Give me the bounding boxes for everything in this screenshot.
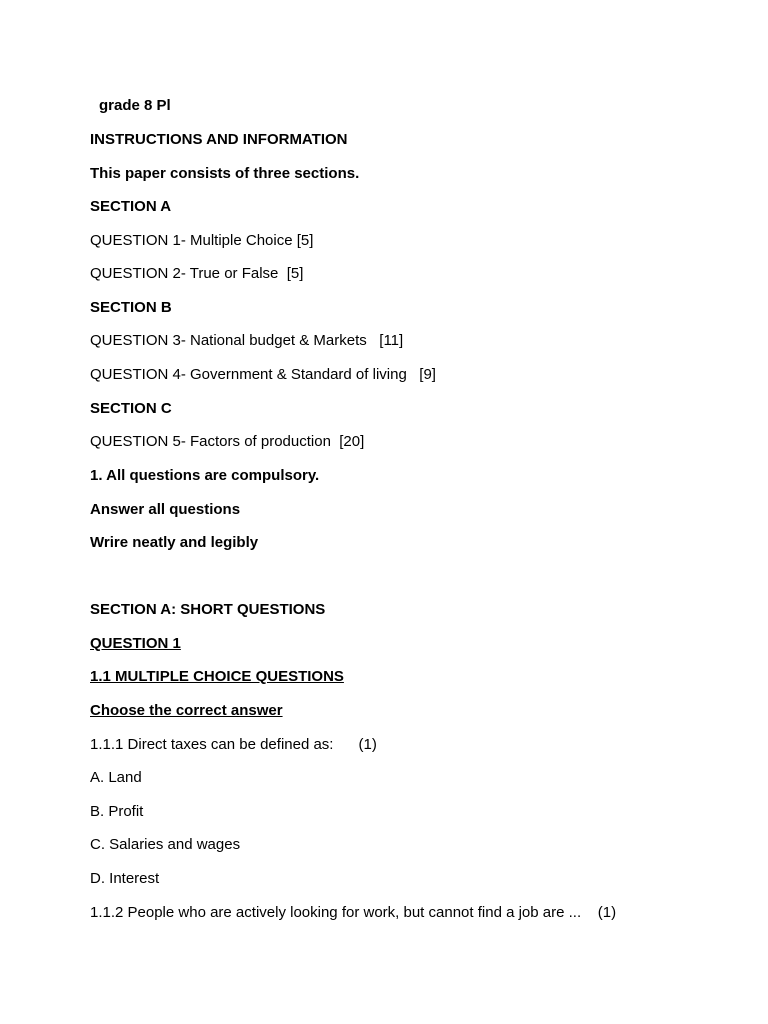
rule-neatly: Wrire neatly and legibly: [90, 534, 259, 551]
rule-compulsory: 1. All questions are compulsory.: [90, 467, 320, 484]
multiple-choice-subheading: 1.1 MULTIPLE CHOICE QUESTIONS: [90, 668, 344, 685]
option-b: B. Profit: [90, 803, 144, 820]
rule-answer-all: Answer all questions: [90, 501, 241, 518]
section-a-short-questions-heading: SECTION A: SHORT QUESTIONS: [90, 601, 326, 618]
question-5-summary: QUESTION 5- Factors of production [20]: [90, 433, 365, 450]
question-1-summary: QUESTION 1- Multiple Choice [5]: [90, 232, 314, 249]
section-b-heading: SECTION B: [90, 299, 172, 316]
section-c-heading: SECTION C: [90, 400, 172, 417]
question-1-1-2: 1.1.2 People who are actively looking for work, but cannot find a job are ... (1): [90, 904, 617, 921]
instructions-heading: INSTRUCTIONS AND INFORMATION: [90, 131, 348, 148]
question-2-summary: QUESTION 2- True or False [5]: [90, 265, 304, 282]
option-a: A. Land: [90, 769, 142, 786]
question-4-summary: QUESTION 4- Government & Standard of living [9]: [90, 366, 436, 383]
sections-intro: This paper consists of three sections.: [90, 165, 360, 182]
choose-answer-instruction: Choose the correct answer: [90, 702, 283, 719]
section-a-heading: SECTION A: [90, 198, 172, 215]
question-3-summary: QUESTION 3- National budget & Markets [11]: [90, 332, 404, 349]
document-title: grade 8 Pl: [99, 97, 171, 114]
option-c: C. Salaries and wages: [90, 836, 241, 853]
question-1-1-1: 1.1.1 Direct taxes can be defined as: (1): [90, 736, 377, 753]
option-d: D. Interest: [90, 870, 160, 887]
question-1-heading: QUESTION 1: [90, 635, 181, 652]
